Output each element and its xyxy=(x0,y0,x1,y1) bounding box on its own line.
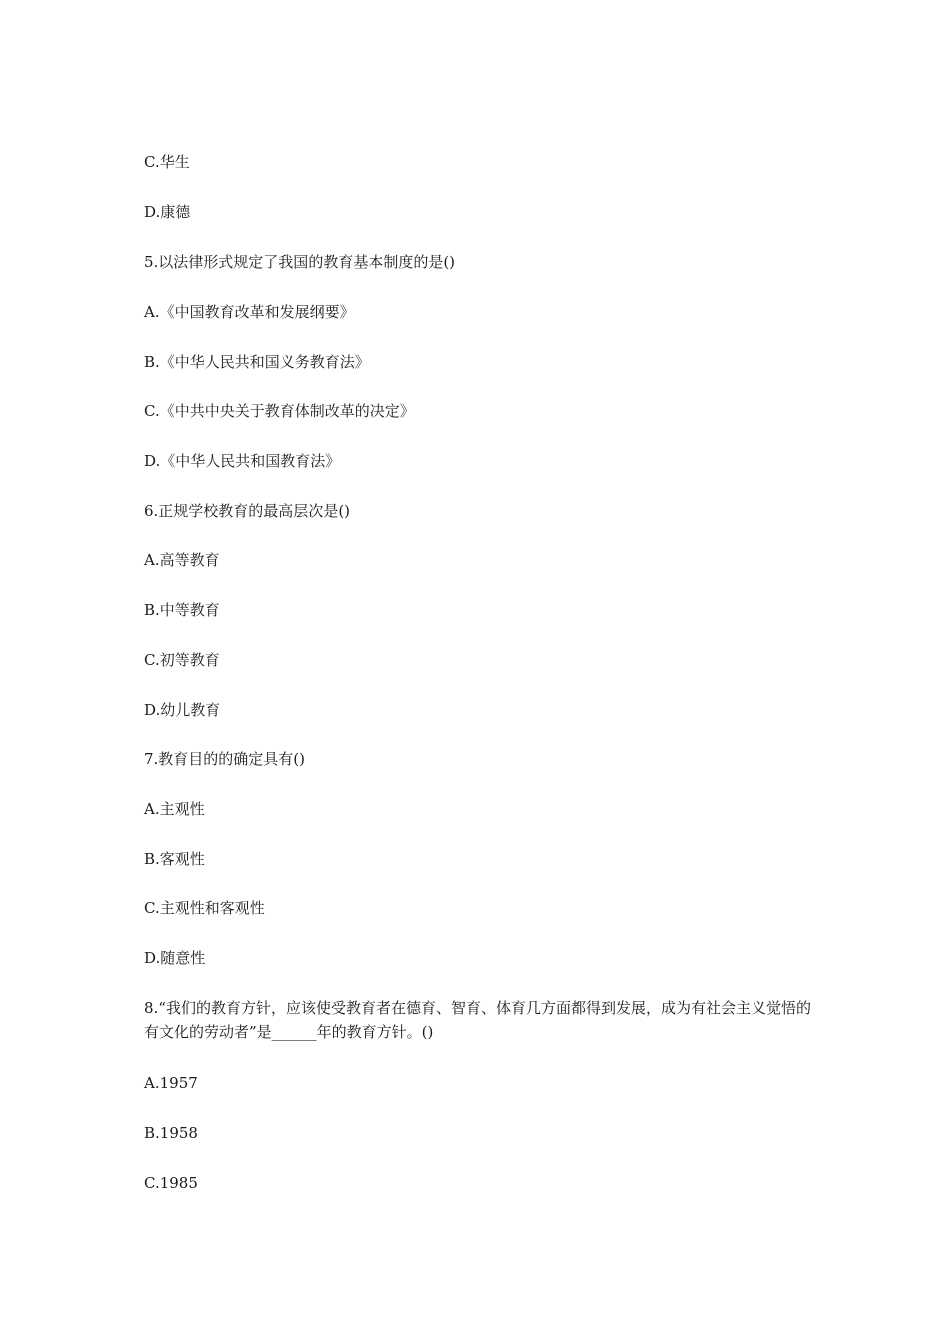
q6-option-d: D.幼儿教育 xyxy=(144,701,221,719)
q7-option-a: A.主观性 xyxy=(144,800,205,818)
q5-option-b: B.《中华人民共和国义务教育法》 xyxy=(144,353,370,371)
q7-option-b: B.客观性 xyxy=(144,850,205,868)
q8-option-c: C.1985 xyxy=(144,1174,198,1192)
q5-option-a: A.《中国教育改革和发展纲要》 xyxy=(144,303,355,321)
q6-option-b: B.中等教育 xyxy=(144,601,220,619)
question-7: 7.教育目的的确定具有() xyxy=(144,750,306,768)
option-c-line: C.华生 xyxy=(144,153,190,171)
q6-option-a: A.高等教育 xyxy=(144,551,220,569)
q8-option-b: B.1958 xyxy=(144,1124,198,1142)
question-8: 8.“我们的教育方针，应该使受教育者在德育、智育、体育几方面都得到发展，成为有社会主义觉悟的有文化的劳动者”是______年的教育方针。() xyxy=(144,999,811,1041)
q6-option-c: C.初等教育 xyxy=(144,651,220,669)
option-d-line: D.康德 xyxy=(144,203,191,221)
question-5: 5.以法律形式规定了我国的教育基本制度的是() xyxy=(144,253,456,271)
q5-option-d: D.《中华人民共和国教育法》 xyxy=(144,452,341,470)
q8-option-a: A.1957 xyxy=(144,1074,198,1092)
q7-option-d: D.随意性 xyxy=(144,949,206,967)
q5-option-c: C.《中共中央关于教育体制改革的决定》 xyxy=(144,402,415,420)
q7-option-c: C.主观性和客观性 xyxy=(144,899,265,917)
question-6: 6.正规学校教育的最高层次是() xyxy=(144,502,351,520)
